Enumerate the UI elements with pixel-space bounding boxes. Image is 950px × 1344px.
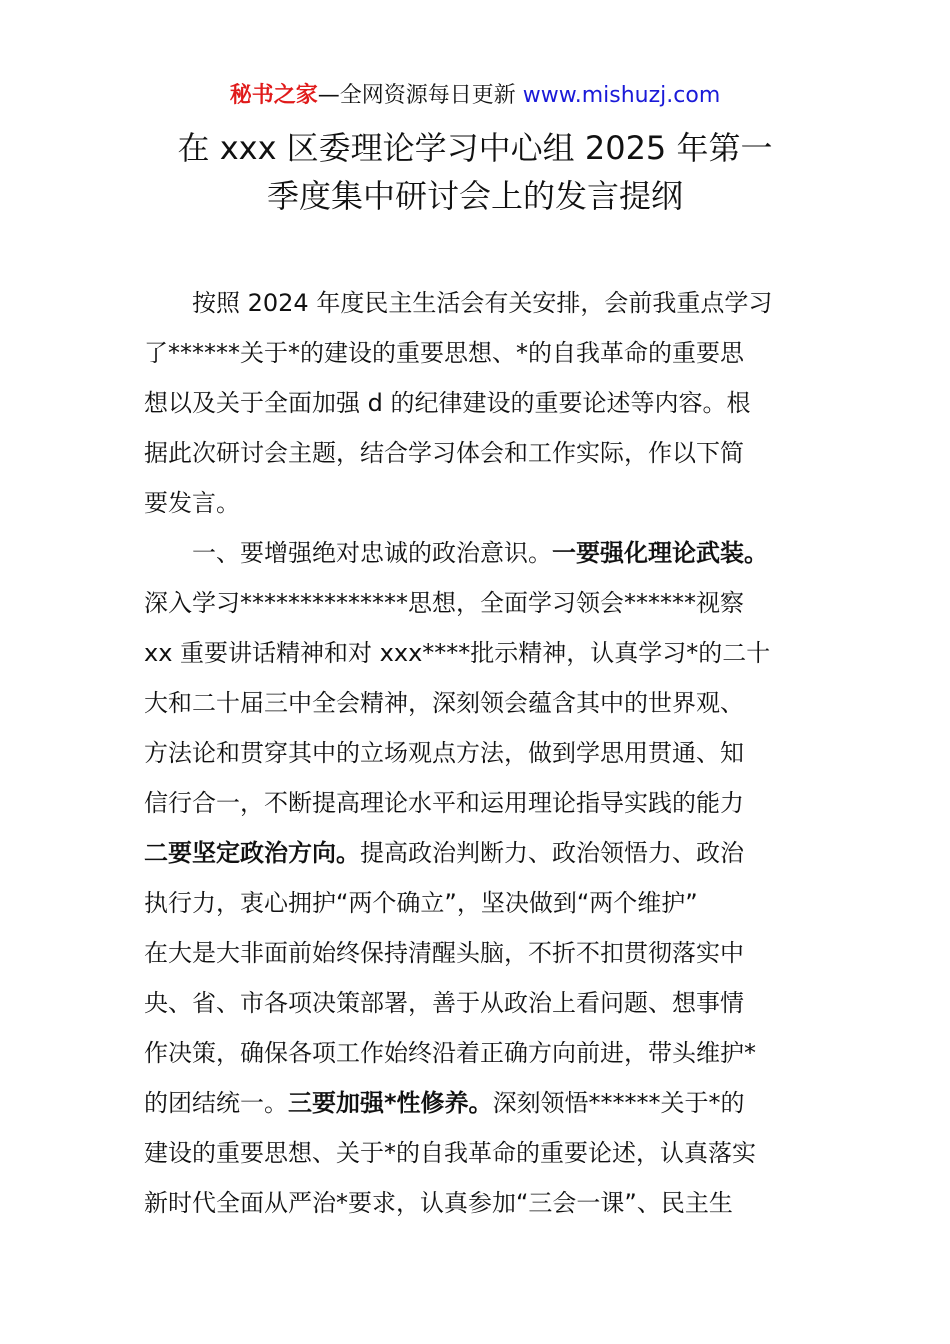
line-text: 提高政治判断力、政治领悟力、政治 bbox=[360, 839, 744, 867]
paragraph-2-line bbox=[144, 828, 824, 878]
line-text: 深刻领悟******关于*的 bbox=[492, 1089, 745, 1117]
document-body bbox=[144, 278, 824, 1228]
paragraph-2-line: 建设的重要思想、关于*的自我革命的重要论述，认真落实 bbox=[144, 1139, 756, 1167]
document-title bbox=[80, 124, 870, 220]
site-tagline: —全网资源每日更新 bbox=[317, 83, 523, 108]
title-line-1: 在 xxx 区委理论学习中心组 2025 年第一 bbox=[177, 129, 773, 167]
paragraph-2-line bbox=[144, 1078, 824, 1128]
paragraph-1-line: 了******关于*的建设的重要思想、*的自我革命的重要思 bbox=[144, 339, 744, 367]
site-brand: 秘书之家 bbox=[229, 83, 318, 108]
title-line-2: 季度集中研讨会上的发言提纲 bbox=[266, 177, 683, 215]
paragraph-2-line bbox=[144, 528, 824, 578]
paragraph-1-line: 按照 2024 年度民主生活会有关安排，会前我重点学习 bbox=[192, 289, 773, 317]
paragraph-2-line: 新时代全面从严治*要求，认真参加“三会一课”、民主生 bbox=[144, 1189, 733, 1217]
paragraph-2-line: 方法论和贯穿其中的立场观点方法，做到学思用贯通、知 bbox=[144, 739, 744, 767]
bold-point-3: 三要加强*性修养。 bbox=[288, 1089, 493, 1117]
section-heading: 一、要增强绝对忠诚的政治意识。 bbox=[192, 539, 552, 567]
paragraph-1-line: 想以及关于全面加强 d 的纪律建设的重要论述等内容。根 bbox=[144, 389, 751, 417]
paragraph-2-line: 作决策，确保各项工作始终沿着正确方向前进，带头维护* bbox=[144, 1039, 756, 1067]
paragraph-2-line: 大和二十届三中全会精神，深刻领会蕴含其中的世界观、 bbox=[144, 689, 744, 717]
paragraph-2-line: 央、省、市各项决策部署，善于从政治上看问题、想事情 bbox=[144, 989, 744, 1017]
paragraph-2-line: 深入学习**************思想，全面学习领会******视察 bbox=[144, 589, 744, 617]
site-header bbox=[0, 80, 950, 112]
bold-point-1: 一要强化理论武装。 bbox=[552, 539, 768, 567]
paragraph-2-line: xx 重要讲话精神和对 xxx****批示精神，认真学习*的二十 bbox=[144, 639, 771, 667]
paragraph-1-line: 要发言。 bbox=[144, 489, 240, 517]
paragraph-2-line: 执行力，衷心拥护“两个确立”，坚决做到“两个维护” bbox=[144, 889, 698, 917]
paragraph-2-line: 在大是大非面前始终保持清醒头脑，不折不扣贯彻落实中 bbox=[144, 939, 744, 967]
bold-point-2: 二要坚定政治方向。 bbox=[144, 839, 360, 867]
paragraph-1-line: 据此次研讨会主题，结合学习体会和工作实际，作以下简 bbox=[144, 439, 744, 467]
site-url-link[interactable]: www.mishuzj.com bbox=[522, 83, 721, 108]
line-text: 的团结统一。 bbox=[144, 1089, 288, 1117]
paragraph-2-line: 信行合一，不断提高理论水平和运用理论指导实践的能力 bbox=[144, 789, 744, 817]
